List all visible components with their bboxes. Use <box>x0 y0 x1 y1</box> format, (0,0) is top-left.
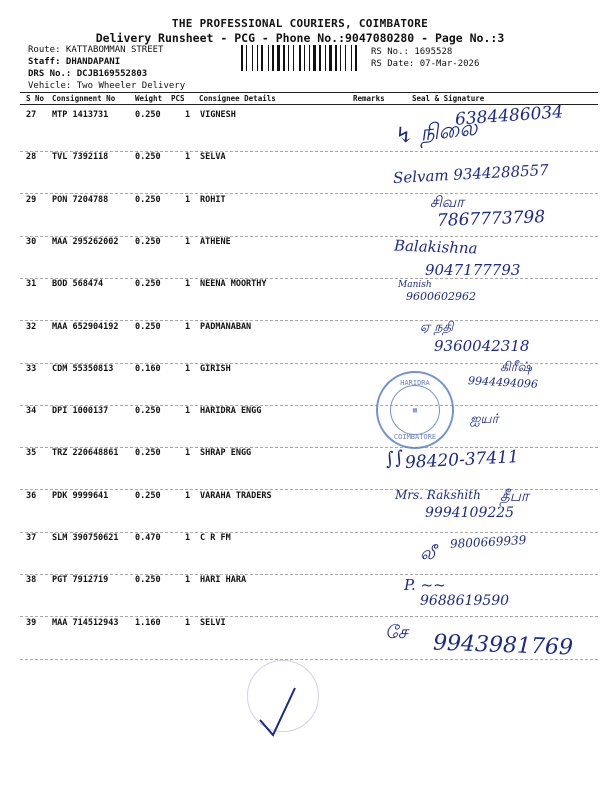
barcode-bar <box>248 45 251 71</box>
row-pcs: 1 <box>185 321 191 332</box>
barcode-bar <box>299 45 301 71</box>
row-weight: 0.250 <box>135 321 161 332</box>
row-consignment: PGT 7912719 <box>52 575 109 586</box>
row-consignee: ROHIT <box>200 194 226 205</box>
signature-38-scribble: P. ~~ <box>404 576 446 594</box>
row-consignee: ATHENE <box>200 236 231 247</box>
barcode-bar <box>252 45 253 71</box>
row-consignment: BOD 568474 <box>52 279 104 290</box>
row-pcs: 1 <box>185 533 191 543</box>
barcode-bar <box>329 45 332 71</box>
row-weight: 0.250 <box>135 279 161 290</box>
barcode-bar <box>342 45 344 71</box>
signature-37: 9800669939 <box>449 533 527 551</box>
row-pcs: 1 <box>185 194 191 205</box>
row-consignee: SHRAP ENGG <box>200 448 252 459</box>
row-consignment: DPI 1000137 <box>52 406 109 417</box>
row-sno: 35 <box>26 448 37 459</box>
barcode-bar <box>319 45 321 71</box>
doc-subtitle: Delivery Runsheet - PCG - Phone No.:9047080280 - Page No.:3 <box>95 31 505 45</box>
vehicle-text: Vehicle: Two Wheeler Delivery <box>28 81 186 91</box>
row-consignee: VIGNESH <box>200 110 236 120</box>
barcode-bar <box>345 45 346 71</box>
signature-38: 9688619590 <box>420 593 510 609</box>
signature-29-scribble: சிவா <box>430 193 464 211</box>
barcode-bar <box>241 45 243 71</box>
barcode-bar <box>283 45 285 71</box>
signature-35-scribble: ∫∫ <box>383 446 406 471</box>
row-consignment: TRZ 220648861 <box>52 448 119 459</box>
table-row <box>20 575 598 617</box>
barcode-bar <box>353 45 354 71</box>
doc-title: THE PROFESSIONAL COURIERS, COIMBATORE <box>171 17 429 30</box>
barcode-bar <box>306 45 308 71</box>
row-consignment: PON 7204788 <box>52 194 109 205</box>
signature-33-scribble: கிரீஷ் <box>500 360 532 375</box>
row-consignee: PADMANABAN <box>200 321 252 332</box>
row-consignment: TVL 7392118 <box>52 152 109 163</box>
signature-28: Selvam 9344288557 <box>392 160 550 188</box>
barcode-bar <box>333 45 334 71</box>
barcode-bar <box>286 45 287 71</box>
row-consignment: MAA 714512943 <box>52 617 119 628</box>
barcode-bar <box>281 45 282 71</box>
row-consignee: GIRISH <box>200 363 231 374</box>
barcode-bar <box>246 45 247 71</box>
row-sno: 34 <box>26 406 37 417</box>
row-consignee: C R FM <box>200 533 231 543</box>
row-consignment: CDM 55350813 <box>52 363 114 374</box>
table-row <box>20 279 598 321</box>
row-sno: 30 <box>26 236 37 247</box>
signature-39-scribble: சே <box>385 622 408 643</box>
row-weight: 0.250 <box>135 490 161 501</box>
barcode-bar <box>327 45 328 71</box>
row-consignment: MAA 652904192 <box>52 321 119 332</box>
barcode-bar <box>309 45 310 71</box>
row-sno: 33 <box>26 363 37 374</box>
barcode-bar <box>322 45 324 71</box>
rs-no-text: RS No.: 1695528 <box>371 47 453 57</box>
signature-36: 9994109225 <box>425 505 515 521</box>
barcode-bar <box>264 45 267 71</box>
signature-30-name: Balakishna <box>393 236 478 258</box>
row-sno: 27 <box>26 110 37 120</box>
row-sno: 28 <box>26 152 37 163</box>
row-pcs: 1 <box>185 617 191 628</box>
row-consignment: MTP 1413731 <box>52 110 109 120</box>
row-sno: 32 <box>26 321 37 332</box>
row-weight: 0.160 <box>135 363 161 374</box>
barcode-bar <box>340 45 341 71</box>
col-consignment: Consignment No <box>52 94 116 103</box>
barcode-bar <box>338 45 339 71</box>
row-sno: 29 <box>26 194 37 205</box>
row-pcs: 1 <box>185 448 191 459</box>
row-consignee: HARI HARA <box>200 575 247 586</box>
row-weight: 0.250 <box>135 110 161 120</box>
row-weight: 0.250 <box>135 448 161 459</box>
barcode-bar <box>261 45 263 71</box>
row-weight: 0.250 <box>135 194 161 205</box>
row-sno: 37 <box>26 533 37 543</box>
col-pcs: PCS <box>171 94 185 103</box>
row-pcs: 1 <box>185 236 191 247</box>
row-consignee: HARIDRA ENGG <box>200 406 262 417</box>
signature-32-scribble: ஏ நதி <box>420 320 454 335</box>
barcode-bar <box>268 45 269 71</box>
row-weight: 1.160 <box>135 617 161 628</box>
row-consignee: SELVA <box>200 152 226 163</box>
barcode-bar <box>275 45 276 71</box>
rs-date-text: RS Date: 07-Mar-2026 <box>371 59 480 69</box>
row-pcs: 1 <box>185 279 191 290</box>
row-consignment: SLM 390750621 <box>52 533 119 543</box>
barcode-bar <box>313 45 316 71</box>
signature-30: 9047177793 <box>425 261 521 279</box>
signature-36-scribble: தீபா <box>500 487 529 505</box>
barcode-bar <box>254 45 256 71</box>
row-pcs: 1 <box>185 110 191 120</box>
barcode-bar <box>257 45 258 71</box>
row-weight: 0.250 <box>135 406 161 417</box>
row-pcs: 1 <box>185 406 191 417</box>
signature-27: 6384486034 <box>454 102 564 130</box>
route-text: Route: KATTABOMMAN STREET <box>28 45 164 55</box>
row-weight: 0.250 <box>135 152 161 163</box>
barcode-bar <box>259 45 260 71</box>
row-pcs: 1 <box>185 152 191 163</box>
barcode-bar <box>295 45 298 71</box>
barcode-bar <box>355 45 357 71</box>
row-consignment: MAA 295262002 <box>52 236 119 247</box>
signature-31: 9600602962 <box>406 290 476 303</box>
col-seal: Seal & Signature <box>412 94 485 103</box>
row-pcs: 1 <box>185 490 191 501</box>
row-consignee: SELVI <box>200 617 226 628</box>
barcode-bar <box>311 45 312 71</box>
col-consignee: Consignee Details <box>199 94 276 103</box>
row-sno: 36 <box>26 490 37 501</box>
barcode-bar <box>325 45 326 71</box>
barcode-bar <box>335 45 337 71</box>
barcode-bar <box>293 45 294 71</box>
stamp-inner-ring: ▦ <box>390 385 440 435</box>
row-sno: 38 <box>26 575 37 586</box>
barcode-bar <box>351 45 352 71</box>
row-consignee: NEENA MOORTHY <box>200 279 267 290</box>
barcode-bar <box>277 45 280 71</box>
row-weight: 0.250 <box>135 236 161 247</box>
signature-35: 98420-37411 <box>404 447 520 473</box>
signature-29: 7867773798 <box>436 207 546 231</box>
row-pcs: 1 <box>185 363 191 374</box>
signature-31-name: Manish <box>398 280 432 290</box>
row-weight: 0.470 <box>135 533 161 543</box>
col-sno: S No <box>26 94 45 103</box>
barcode-bar <box>272 45 274 71</box>
barcode-bar <box>270 45 271 71</box>
barcode-bar <box>290 45 292 71</box>
staff-text: Staff: DHANDAPANI <box>28 57 121 67</box>
checkmark-icon <box>255 680 315 740</box>
barcode-bar <box>244 45 245 71</box>
signature-34-scribble: ஐயர் <box>470 412 499 427</box>
barcode-bar <box>302 45 303 71</box>
drs-text: DRS No.: DCJB169552803 <box>28 69 148 79</box>
row-consignee: VARAHA TRADERS <box>200 490 272 501</box>
signature-27-scribble: ↯ நிலை <box>393 115 479 150</box>
row-separator <box>20 659 598 660</box>
meta-left <box>28 44 185 92</box>
barcode-bar <box>304 45 305 71</box>
signature-33: 9944494096 <box>467 374 539 391</box>
header-top-rule <box>20 92 598 93</box>
meta-right <box>371 46 479 70</box>
signature-39: 9943981769 <box>432 630 574 661</box>
row-pcs: 1 <box>185 575 191 586</box>
barcode-bar <box>347 45 350 71</box>
signature-36-name: Mrs. Rakshith <box>395 488 481 502</box>
col-remarks: Remarks <box>353 94 385 103</box>
table-row <box>20 406 598 448</box>
row-sno: 39 <box>26 617 37 628</box>
signature-37-scribble: லீ <box>420 543 435 564</box>
company-stamp: HARIDRA ▦ COIMBATORE <box>376 371 454 449</box>
row-consignment: PDK 9999641 <box>52 490 109 501</box>
barcode-bar <box>317 45 318 71</box>
row-sno: 31 <box>26 279 37 290</box>
barcode <box>241 45 367 71</box>
barcode-bar <box>288 45 289 71</box>
row-weight: 0.250 <box>135 575 161 586</box>
col-weight: Weight <box>135 94 163 103</box>
signature-32: 9360042318 <box>434 337 530 355</box>
